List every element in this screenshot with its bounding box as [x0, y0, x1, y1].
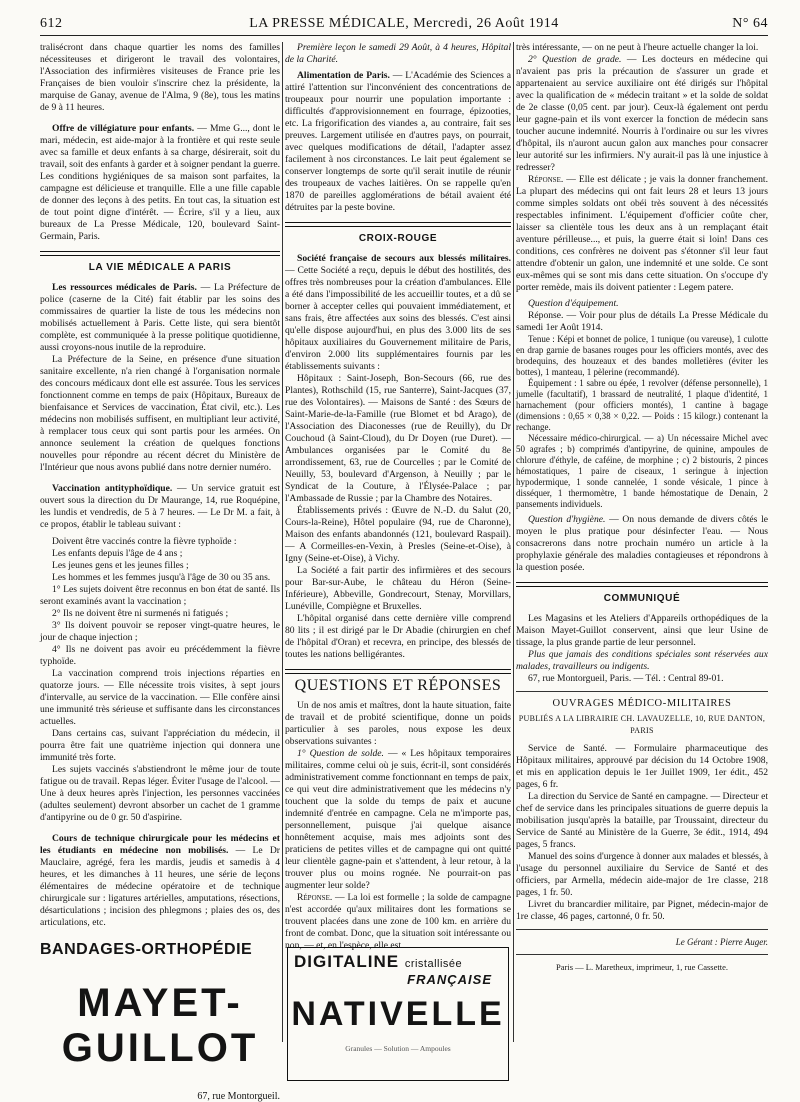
list-item: 2° Ils ne doivent être ni surmenés ni fatigués ; — [52, 608, 229, 619]
list-item: Doivent être vaccinés contre la fièvre typhoïde : — [52, 536, 237, 547]
paragraph-cours: Cours de technique chirurgicale pour les médecins et les étudiants en médecine non mobilisés. — Le Dr Mauclaire, agrégé, fera les mardis, jeudis et samedis à 4 heures, et les dimanches à 11 heures, une série de leçons élémentaires de médecine opératoire et de technique chirurgicale sur : ligatures artérielles, amputations, résections, désarticulations ; incision des phlegmons ; plaies des os, des articulations, etc. — [40, 833, 281, 928]
publisher-line: PUBLIÉS A LA LIBRAIRIE CH. LAVAUZELLE, 10, RUE DANTON, PARIS — [518, 714, 766, 735]
book-entry: Livret du brancardier militaire, par Pignet, médecin-major de 1re classe, 46 pages, cartonné, 0 fr. 50. — [516, 899, 768, 922]
paragraph: Première leçon le samedi 29 Août, à 4 heures, Hôpital de la Charité. — [285, 42, 511, 65]
paragraph: Réponse. — Voir pour plus de détails La Presse Médicale du samedi 1er Août 1914. — [516, 310, 768, 333]
question-heading: 1° Question de solde. — [297, 748, 384, 759]
paragraph: Hôpitaux : Saint-Joseph, Bon-Secours (66, rue des Plantes), Rothschild (15, rue Santerre), Saint-Jacques (37, rue des Volontaires). — Maisons de Santé : des Sœurs de Saint-Marie-de-la-Famille (rue Blomet et bd Arago), de l'Association des Diaconesses (rue de Reuilly), du Dr Couchoud (à Saint-Cloud), du Dr Doyen (rue Duret). — Ambulances organisées par le Comité du 8e arrondissement, 63, rue de Courcelles ; par le Comité de Neuilly, 53, boulevard d'Argenson, à Neuilly ; par le Syndicat de la Couture, à l'Élysée-Palace ; par l'Ambassade de Russie ; par la Chambre des Notaires. — [285, 373, 511, 504]
section-title: OUVRAGES MÉDICO-MILITAIRES — [552, 698, 732, 709]
list-item: 1° Les sujets doivent être reconnus en bon état de santé. Ils seront examinés avant la vaccination ; — [40, 584, 280, 607]
ad-brand: MAYET-GUILLOT — [61, 981, 259, 1070]
paragraph-reponse: Réponse. — La loi est formelle ; la solde de campagne n'est accordée qu'aux militaires dont les formations se trouvent placées dans une zone de 100 km. en arrière du front de combat. Donc, que la situation soit intéressante ou non, — et, en l'espèce, elle est — [285, 892, 511, 951]
paragraph-question-hygiene: Question d'hygiène. — On nous demande de divers côtés le moyen le plus pratique pour désinfecter l'eau. — Nous consacrerons dans notre prochain numéro un article à la prophylaxie générale des maladies contagieuses et répondrons à la question posée. — [516, 514, 768, 573]
issue-number: N° 64 — [732, 16, 768, 31]
article-heading: Société française de secours aux blessés militaires. — [297, 253, 511, 264]
paragraph: Établissements privés : Œuvre de N.-D. du Salut (20, Cours-la-Reine), Hôtel populaire (94, rue de Charonne), Maison des enfants abandonnés (121, boulevard Raspail). — A Cormeilles-en-Vexin, à Presles (Seine-et-Oise), à Igny (Seine-et-Oise), à Vichy. — [285, 505, 511, 564]
answer-heading: Réponse. — [297, 892, 333, 903]
paragraph: tralisécront dans chaque quartier les noms des familles nécessiteuses et dirigeront le travail des volontaires, l'Association des infirmières visiteuses de France prie les Françaises de bien vouloir s'inscrire chez la présidente, la marquise de Ganay, avenue de l'Alma, 9 (8e), tous les matins de 9 à 11 heures. — [40, 42, 280, 113]
paragraph: Un de nos amis et maîtres, dont la haute situation, faite de travail et de probité scientifique, donne un poids particulier à ses paroles, nous expose les deux observations suivantes : — [285, 700, 511, 747]
imprint-line: Paris — L. Maretheux, imprimeur, 1, rue Cassette. — [556, 962, 728, 972]
book-entry: Service de Santé. — Formulaire pharmaceutique des Hôpitaux militaires, approuvé par décision du 14 Octobre 1908, et mis en application depuis le 1er Juillet 1909, 1er édit., 452 pages, 6 fr. — [516, 743, 768, 790]
paragraph-reponse: Réponse. — Elle est délicate ; je vais la donner franchement. La plupart des médecins qui ont fait leurs 28 et leurs 13 jours comme simples soldats ont obéi très souvent à des nécessités respectables infiniment. L'équipement d'officier coûte cher, laisser sa clientèle tous les deux ans à un remplaçant était aventure périlleuse..., et puis, la guerre était si loin! Dans ces conditions, ces confrères ne doivent pas s'étonner s'il leur faut attendre d'obtenir un galon, une indemnité et une solde. Ce sont eux-mêmes qui se sont mis dans cette situation. On s'occupe d'y porter remède, mais ils doivent patienter : Legem patere. — [516, 174, 768, 293]
paragraph-question-solde: 1° Question de solde. — « Les hôpitaux temporaires militaires, comme celui où je suis, écrit-il, sont considérés administrativement comme fonctionnant en temps de paix, ce qui veut dire administrativement que les médecins n'y touchent que la solde du temps de paix et aucune indemnité d'entrée en campagne. Cela ne m'importe pas, personnellement, puisque j'ai quelque aisance honnêtement acquise, mais mes adjoints sont des praticiens de petites villes et de campagne qui ont quitté leur clientèle gagne-pain et s'attendent, à leur retour, à la trouver plus ou moins rognée. Ne pourrait-on pas augmenter leur solde? — [285, 748, 511, 891]
column-rule — [513, 42, 514, 1042]
ad-address: 67, rue Montorgueil. — [197, 1091, 280, 1102]
question-heading: Question d'hygiène. — [528, 514, 606, 525]
article-heading: Vaccination antityphoïdique. — [52, 483, 173, 494]
ad-forms: Granules — Solution — Ampoules — [345, 1044, 451, 1053]
article-heading: Offre de villégiature pour enfants. — [52, 123, 195, 134]
article-heading: Les ressources médicales de Paris. — [52, 282, 197, 293]
section-divider — [285, 222, 511, 227]
section-divider — [285, 669, 511, 674]
paragraph-societe: Société française de secours aux blessés militaires. — Cette Société a reçu, depuis le début des hostilités, des offres très nombreuses pour la création d'ambulances. Elle a été dans l'impossibilité de les accueillir toutes, et a dû se borner à accepter celles qui pouvaient immédiatement, et sans frais, être affectées aux soins des blessés. C'est ainsi qu'elle dispose aujourd'hui, en plus des 3.000 lits de ses hôpitaux auxiliaires du Gouvernement militaire de Paris, d'environ 2.000 lits supplémentaires fournis par les établissements suivants : — [285, 253, 511, 372]
paragraph: Équipement : 1 sabre ou épée, 1 revolver (défense personnelle), 1 jumelle (facultatif), 1 brassard de neutralité, 1 plaque d'identité, 1 harnachement (pour officiers montés), 1 cantine à bagage (dimensions : 0,65 × 0,38 × 0,22. — Poids : 15 kilogr.) contenant la rechange. — [516, 378, 768, 432]
paragraph: La Préfecture de la Seine, en présence d'une situation sanitaire excellente, n'a rien changé à l'organisation normale des concours médicaux dont elle est assurée. Tous les services fonctionnent comme en temps de paix (Hôpitaux, Bureaux de bienfaisance et Services de vaccination, État civil, etc.). Les médecins non mobilisés suffisent, en multipliant leur activité, à remplacer tous ceux qui sont partis pour les armées. On annonce seulement la création de quelques fonctions nouvelles pour répondre au récent décret du Ministère de l'Intérieur que nous avons publié dans notre dernier numéro. — [40, 354, 280, 473]
column-rule — [282, 42, 283, 1042]
section-title: LA VIE MÉDICALE A PARIS — [88, 262, 232, 273]
paragraph: 67, rue Montorgueil, Paris. — Tél. : Central 89-01. — [528, 673, 724, 684]
list-item: Les enfants depuis l'âge de 4 ans ; — [52, 548, 183, 559]
book-entry: Manuel des soins d'urgence à donner aux malades et blessés, à l'usage du personnel auxiliaire du Service de Santé et des officiers, par Armella, médecin aide-major de 1re classe, 218 pages, 1 fr. 50. — [516, 851, 768, 898]
paragraph: Les Magasins et les Ateliers d'Appareils orthopédiques de la Maison Mayet-Guillot conservent, ainsi que leur Usine de tissage, la plus grande partie de leur personnel. — [516, 613, 768, 648]
article-heading: Cours de technique chirurgicale pour les médecins et les étudiants en médecine non mobilisés. — [40, 833, 280, 856]
gerant-signature: Le Gérant : Pierre Auger. — [675, 937, 768, 947]
section-title-questions: QUESTIONS ET RÉPONSES — [294, 677, 502, 694]
page-header — [40, 13, 768, 36]
ad-headline: BANDAGES-ORTHOPÉDIE — [40, 941, 253, 958]
book-entry: La direction du Service de Santé en campagne. — Directeur et chef de service dans les principales situations de guerre depuis la mobilisation jusqu'après la bataille, par Troussaint, directeur du Service de Santé au Ministère de la Guerre, 3e édit., 1914, 494 pages, 5 francs. — [516, 791, 769, 850]
ad-headline: DIGITALINE cristallisée — [294, 952, 463, 971]
question-heading: 2° Question de grade. — [528, 54, 622, 65]
column-1 — [40, 42, 280, 929]
article-heading: Alimentation de Paris. — [297, 70, 390, 81]
paragraph: La Société a fait partir des infirmières et des secours pour Bar-sur-Aube, le château du Héron (Seine-Inférieure), Abbeville, Gondrecourt, Stenay, Morvillars, Lunéville, Compiègne et Bruxelles. — [285, 565, 511, 612]
list-item: 4° Ils ne doivent pas avoir eu précédemment la fièvre typhoïde. — [40, 644, 280, 667]
paragraph: La vaccination comprend trois injections réparties en quatorze jours. — Elle nécessite trois visites, à sept jours d'intervalle, au service de la vaccination. — Elle confère ainsi une immunité très sérieuse et suffisante dans les circonstances actuelles. — [40, 668, 280, 727]
paragraph-alimentation: Alimentation de Paris. — L'Académie des Sciences a attiré l'attention sur l'inconvénient des concentrations de troupeaux pour nourrir une population importante : difficultés d'approvisionnement en fourrage, épizooties, etc. La frigorification des viandes a, au contraire, fait ses preuves. Largement utilisée en d'autres pays, on pourrait, avec quelques modifications de détail, l'adapter assez facilement à nos circonstances. Le lait peut également se conserver longtemps de sorte qu'il serait inutile de réunir des troupeaux de vaches laitières. On se rappelle qu'en 1870 de pareilles agglomérations de bétail avaient été détruites par la peste bovine. — [285, 70, 511, 213]
paragraph: Nécessaire médico-chirurgical. — a) Un nécessaire Michel avec 50 agrafes ; b) comprimés d'antipyrine, de quinine, ampoules de chlorure d'éthyle, de caféine, de morphine ; c) 2 bistouris, 2 pinces hémostatiques, 1 paire de ciseaux, 1 seringue à injection hypodermique, 1 sonde cannelée, 1 sonde vésicale, 1 pince à disséquer, 1 thermomètre, 1 bande hémostatique de Denain, 2 pansements individuels. — [516, 433, 768, 509]
divider — [516, 929, 768, 930]
section-divider — [516, 582, 768, 587]
paragraph-ressources: Les ressources médicales de Paris. — La Préfecture de police (caserne de la Cité) fait établir par les soins des commissaires de quartier la liste de tous les médecins non mobilisés actuellement à Paris. Cette liste, qui sera bientôt complète, est communiquée à la presse politique quotidienne, aussi croyons-nous inutile de la reproduire. — [40, 282, 280, 353]
page-number: 612 — [40, 16, 63, 31]
paragraph-villegiature: Offre de villégiature pour enfants. — Mme G..., dont le mari, médecin, est aide-major à la frontière et qui reste seule avec sa famille et deux enfants à sa charge, désirerait, soit du travail, soit des enfants à garder et à soigner pendant la guerre. Les conditions hygiéniques de sa maison sont parfaites, la campagne est délicieuse et tranquille. Elle a une fille capable de donner des leçons à des petits. En tout cas, la situation est de tout point digne d'intérêt. — Écrire, s'il y a lieu, aux bureaux de La Presse Médicale, 120, boulevard Saint-Germain, Paris. — [40, 123, 281, 242]
paragraph: L'hôpital organisé dans cette dernière ville comprend 80 lits ; il est dirigé par le Dr Abadie (chirurgien en chef de l'hôpital d'Oran) et recevra, en principe, des blessés de toutes les nations belligérantes. — [285, 613, 511, 660]
paragraph: très intéressante, — on ne peut à l'heure actuelle changer la loi. — [516, 42, 759, 53]
paragraph: Les sujets vaccinés s'abstiendront le même jour de toute fatigue ou de travail. Repas léger. Éviter l'usage de l'alcool. — Une à deux heures après l'injection, les personnes vaccinées (adultes seulement) devront absorber un cachet de 1 gramme d'antipyrine ou de 0 gr. 50 d'aspirine. — [40, 764, 280, 823]
divider — [516, 691, 768, 692]
paragraph-vaccination: Vaccination antityphoïdique. — Un service gratuit est ouvert sous la direction du Dr Maurange, 14, rue Roquépine, les lundis et vendredis, de 5 à 7 heures. — Le Dr M. a fait, à ce propos, établir le tableau suivant : — [40, 483, 280, 530]
list-item: Les hommes et les femmes jusqu'à l'âge de 30 ou 35 ans. — [52, 572, 271, 583]
list-item: Les jeunes gens et les jeunes filles ; — [52, 560, 189, 571]
paragraph-question-grade: 2° Question de grade. — Les docteurs en médecine qui n'avaient pas pris la précaution de s'assurer un grade et appartenaient au service auxiliaire ont été dirigés sur l'hôpital avec la qualification de « médecin traitant » et la solde de soldat de 2e classe (0,05 cent. par jour). Ceux-là également ont perdu leur gagne-pain et ils vont exercer la fonction de médecin sans toucher aucune indemnité. Nourris à l'ordinaire ou sur les vivres d'hôpital, ils n'auront aucun galon aux manches pour consacrer leur autorité sur les infirmiers. N'y aurait-il pas là une injustice à redresser? — [516, 54, 768, 173]
column-3 — [516, 42, 768, 973]
ad-subline: FRANÇAISE — [407, 972, 492, 987]
question-heading: Question d'équipement. — [528, 298, 619, 309]
advertisement-mayet-guillot — [40, 941, 280, 1102]
answer-heading: Réponse. — [528, 174, 564, 185]
section-title: COMMUNIQUÉ — [603, 593, 681, 604]
column-2 — [285, 42, 511, 952]
section-divider — [40, 251, 280, 256]
advertisement-digitaline — [287, 947, 509, 1081]
section-title: CROIX-ROUGE — [358, 233, 438, 244]
journal-title: LA PRESSE MÉDICALE, Mercredi, 26 Août 1914 — [249, 16, 559, 31]
ad-brand: NATIVELLE — [291, 995, 505, 1033]
divider — [516, 954, 768, 955]
list-item: 3° Ils doivent pouvoir se reposer vingt-quatre heures, le jour de chaque injection ; — [40, 620, 280, 643]
paragraph: Dans certains cas, suivant l'appréciation du médecin, il pourra être fait une quatrième injection qui donnera une immunité très forte. — [40, 728, 280, 763]
paragraph: Tenue : Képi et bonnet de police, 1 tunique (ou vareuse), 1 culotte en drap garnie de basanes rouges pour les officiers montés, avec des brodequins, des houzeaux et des bandes molletières (éviter les bottes), 1 manteau, 1 pèlerine (recommandé). — [516, 334, 768, 377]
paragraph: Plus que jamais des conditions spéciales sont réservées aux malades, travailleurs ou indigents. — [516, 649, 768, 672]
